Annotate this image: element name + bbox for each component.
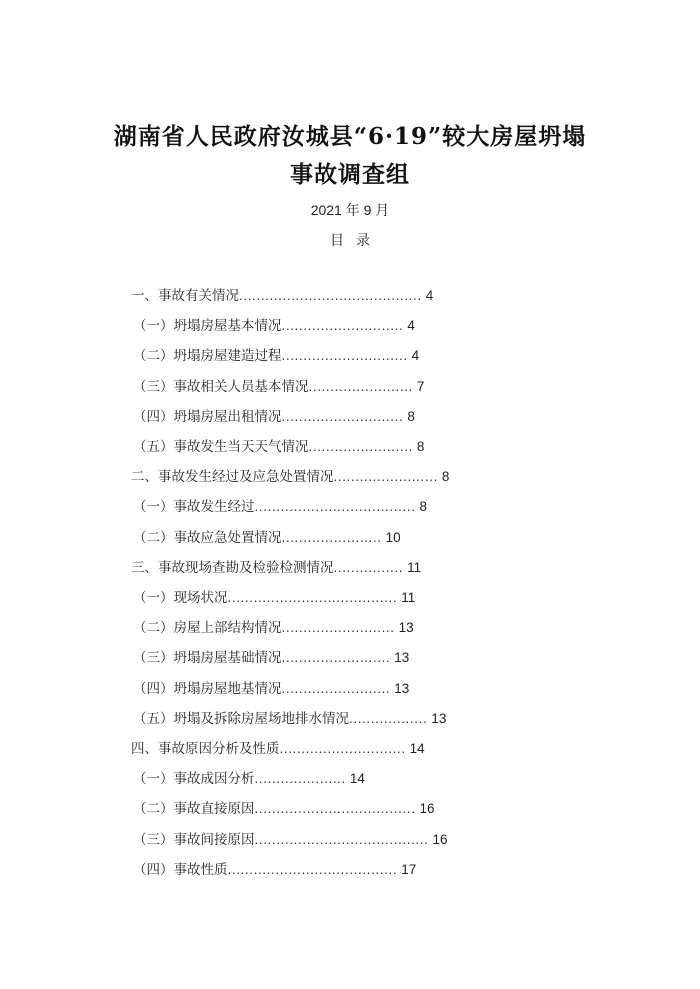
toc-entry-page: 13 (398, 620, 414, 636)
toc-entry-leader: ............................. (281, 348, 408, 364)
toc-heading: 目录 (330, 233, 382, 249)
toc-entry[interactable] (133, 647, 409, 669)
toc-entry-page: 8 (407, 408, 415, 424)
toc-entry[interactable] (133, 798, 435, 820)
toc-entry-label: 一、事故有关情况 (131, 288, 239, 304)
toc-entry-label: （三）事故相关人员基本情况 (133, 378, 309, 395)
toc-entry-label: （五）坍塌及拆除房屋场地排水情况 (133, 710, 349, 727)
toc-entry-label: （一）现场状况 (133, 590, 228, 606)
toc-entry-page: 13 (431, 710, 447, 726)
toc-entry-label: （一）事故成因分析 (133, 771, 255, 788)
toc-entry-label: （二）房屋上部结构情况 (133, 620, 282, 637)
toc-entry[interactable] (131, 466, 449, 488)
toc-entry-leader: ........................ (308, 378, 413, 394)
toc-entry-label: 二、事故发生经过及应急处置情况 (131, 469, 334, 486)
toc-entry-leader: ..................................... (254, 499, 416, 515)
toc-entry-leader: .......................... (281, 620, 395, 636)
toc-entry-leader: ......................... (281, 650, 391, 666)
toc-entry-label: 四、事故原因分析及性质 (131, 741, 280, 757)
document-date: 2021 年 9 月 (310, 202, 390, 218)
toc-entry-page: 8 (441, 469, 450, 485)
toc-entry-page: 4 (425, 288, 434, 303)
toc-entry-leader: ......................... (281, 680, 391, 696)
toc-entry-label: （二）坍塌房屋建造过程 (133, 348, 282, 365)
toc-entry-leader: ..................... (254, 771, 346, 787)
toc-entry-label: （二）事故应急处置情况 (133, 529, 282, 546)
toc-entry[interactable] (133, 678, 409, 700)
toc-entry-page: 4 (407, 318, 415, 334)
document-title-line-2: 事故调查组 (290, 161, 410, 188)
toc-entry-leader: ....................................... (227, 861, 398, 877)
toc-entry-page: 13 (394, 680, 410, 696)
toc-entry[interactable] (133, 527, 401, 549)
toc-entry[interactable] (133, 496, 427, 518)
toc-entry-leader: ............................ (281, 318, 404, 334)
toc-entry-leader: ................ (333, 559, 404, 575)
toc-entry-page: 16 (432, 831, 448, 847)
toc-entry[interactable] (133, 617, 414, 639)
toc-entry-label: （四）坍塌房屋地基情况 (133, 680, 282, 697)
toc-entry-page: 14 (409, 741, 425, 756)
toc-entry-leader: ........................................ (254, 831, 429, 847)
toc-entry[interactable] (131, 557, 421, 579)
toc-entry[interactable] (131, 738, 425, 760)
toc-entry[interactable] (133, 768, 365, 790)
toc-entry-label: （二）事故直接原因 (133, 801, 255, 818)
toc-entry-page: 13 (394, 650, 410, 666)
toc-entry-page: 8 (419, 499, 427, 515)
toc-entry-leader: ........................ (308, 439, 413, 454)
toc-entry[interactable] (133, 708, 446, 730)
toc-entry-label: （四）事故性质 (133, 861, 228, 878)
toc-entry[interactable] (133, 345, 419, 367)
toc-entry-page: 10 (385, 529, 401, 545)
toc-entry-page: 11 (401, 590, 416, 605)
toc-entry[interactable] (133, 406, 415, 428)
toc-entry-leader: ............................. (279, 741, 406, 756)
document-title-line-1: 湖南省人民政府汝城县“6·19”较大房屋坍塌 (113, 123, 587, 150)
toc-entry-leader: ....................................... (227, 590, 398, 605)
toc-entry[interactable] (133, 315, 415, 337)
toc-entry-label: 三、事故现场查勘及检验检测情况 (131, 559, 334, 576)
toc-entry[interactable] (131, 285, 433, 307)
toc-entry-page: 17 (401, 861, 417, 877)
toc-entry[interactable] (133, 829, 448, 851)
toc-entry-label: （一）坍塌房屋基本情况 (133, 318, 282, 335)
toc-entry-page: 8 (416, 439, 425, 454)
toc-entry[interactable] (133, 376, 424, 398)
toc-entry-leader: ..................................... (254, 801, 416, 817)
toc-entry-label: （四）坍塌房屋出租情况 (133, 408, 282, 425)
toc-entry[interactable] (133, 587, 415, 609)
toc-entry-page: 7 (416, 378, 425, 394)
toc-entry-leader: .................. (349, 710, 428, 726)
toc-entry-leader: ............................ (281, 408, 404, 424)
toc-entry-label: （三）坍塌房屋基础情况 (133, 650, 282, 667)
toc-entry[interactable] (133, 436, 424, 458)
toc-entry-label: （一）事故发生经过 (133, 499, 255, 516)
toc-entry-page: 11 (407, 559, 422, 575)
toc-entry-page: 4 (411, 348, 420, 364)
toc-entry-leader: .......................................... (239, 288, 422, 303)
toc-entry-leader: ........................ (333, 469, 438, 485)
toc-entry-page: 16 (419, 801, 435, 817)
toc-entry-page: 14 (349, 771, 365, 787)
toc-entry[interactable] (133, 859, 416, 881)
toc-entry-label: （五）事故发生当天天气情况 (133, 439, 309, 455)
toc-entry-leader: ....................... (281, 529, 382, 545)
toc-entry-label: （三）事故间接原因 (133, 831, 255, 848)
